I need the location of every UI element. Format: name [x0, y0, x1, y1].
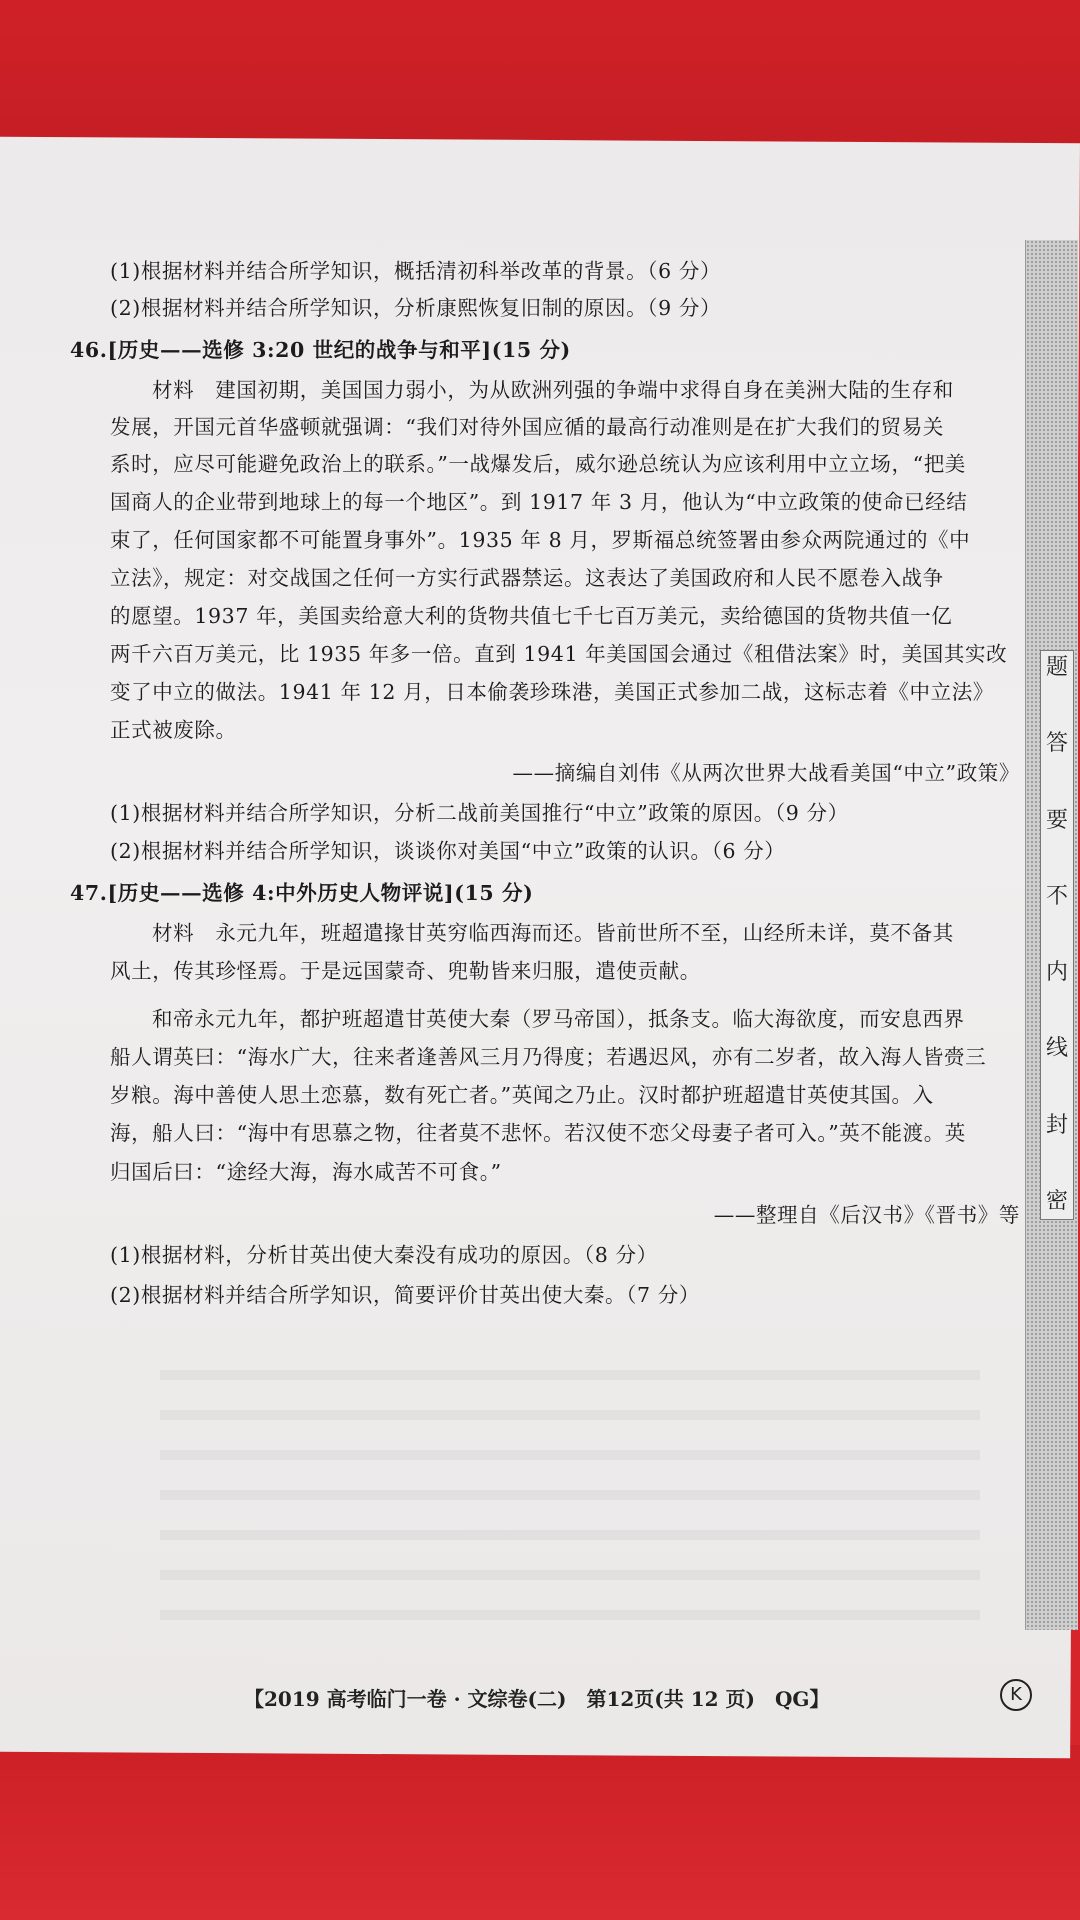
binding-char: 密 [1045, 1188, 1068, 1214]
q47-material-line: 船人谓英曰：“海水广大，往来者逢善风三月乃得度；若遇迟风，亦有二岁者，故入海人皆赍三 [110, 1045, 987, 1069]
q46-material-line: 正式被废除。 [110, 718, 237, 742]
q47-material-line: 风土，传其珍怪焉。于是远国蒙奇、兜勒皆来归服，遣使贡献。 [110, 959, 701, 983]
q46-sub2: (2)根据材料并结合所学知识，谈谈你对美国“中立”政策的认识。（6 分） [110, 839, 786, 863]
page-footer: 【2019 高考临门一卷 · 文综卷(二) 第12页(共 12 页) QG】 [244, 1687, 830, 1711]
q45-sub2: (2)根据材料并结合所学知识，分析康熙恢复旧制的原因。（9 分） [110, 296, 722, 320]
binding-char: 内 [1045, 960, 1068, 986]
q46-source: ——摘编自刘伟《从两次世界大战看美国“中立”政策》 [512, 761, 1020, 785]
binding-char: 封 [1045, 1112, 1068, 1138]
q47-header: 47.[历史——选修 4:中外历史人物评说](15 分) [70, 881, 534, 905]
q46-material-line: 立法》，规定：对交战国之任何一方实行武器禁运。这表达了美国政府和人民不愿卷入战争 [110, 566, 944, 590]
q47-material-line: 和帝永元九年，都护班超遣甘英使大秦（罗马帝国），抵条支。临大海欲度，而安息西界 [152, 1007, 965, 1031]
q46-header: 46.[历史——选修 3:20 世纪的战争与和平](15 分) [70, 338, 571, 362]
binding-char: 线 [1045, 1036, 1068, 1062]
q47-source: ——整理自《后汉书》《晋书》等 [713, 1203, 1020, 1227]
q47-sub2: (2)根据材料并结合所学知识，简要评价甘英出使大秦。（7 分） [110, 1283, 700, 1307]
bleed-through [160, 1340, 980, 1640]
q47-material-line: 材料 永元九年，班超遣掾甘英穷临西海而还。皆前世所不至，山经所未详，莫不备其 [152, 921, 954, 945]
binding-char: 题 [1045, 655, 1068, 680]
circled-k-mark: K [1000, 1679, 1032, 1711]
q47-material-line: 海，船人曰：“海中有思慕之物，往者莫不悲怀。若汉使不恋父母妻子者可入。”英不能渡。英 [110, 1121, 966, 1145]
q45-sub1: (1)根据材料并结合所学知识，概括清初科举改革的背景。（6 分） [110, 259, 722, 283]
q46-material-line: 发展，开国元首华盛顿就强调：“我们对待外国应循的最高行动准则是在扩大我们的贸易关 [110, 415, 944, 439]
q46-material-line: 国商人的企业带到地球上的每一个地区”。到 1917 年 3 月，他认为“中立政策的使命已经结 [110, 490, 968, 514]
q46-material-line: 两千六百万美元，比 1935 年多一倍。直到 1941 年美国国会通过《租借法案》时，美国其实改 [110, 642, 1008, 666]
binding-char: 答 [1045, 731, 1068, 757]
binding-char: 不 [1045, 883, 1068, 909]
q47-material-line: 归国后曰：“途经大海，海水咸苦不可食。” [110, 1160, 502, 1184]
q46-material-line: 材料 建国初期，美国国力弱小，为从欧洲列强的争端中求得自身在美洲大陆的生存和 [152, 378, 954, 402]
q46-sub1: (1)根据材料并结合所学知识，分析二战前美国推行“中立”政策的原因。（9 分） [110, 801, 849, 825]
q46-material-line: 变了中立的做法。1941 年 12 月，日本偷袭珍珠港，美国正式参加二战，这标志着《中立法》 [110, 680, 994, 704]
q47-sub1: (1)根据材料，分析甘英出使大秦没有成功的原因。（8 分） [110, 1243, 658, 1267]
q46-material-line: 的愿望。1937 年，美国卖给意大利的货物共值七千七百万美元，卖给德国的货物共值一亿 [110, 604, 953, 628]
q47-material-line: 岁粮。海中善使人思土恋慕，数有死亡者。”英闻之乃止。汉时都护班超遣甘英使其国。入 [110, 1083, 934, 1107]
q46-material-line: 束了，任何国家都不可能置身事外”。1935 年 8 月，罗斯福总统签署由参众两院通过的《中 [110, 528, 971, 552]
q46-material-line: 系时，应尽可能避免政治上的联系。”一战爆发后，威尔逊总统认为应该利用中立立场，“把美 [110, 452, 966, 476]
binding-char: 要 [1045, 807, 1068, 833]
